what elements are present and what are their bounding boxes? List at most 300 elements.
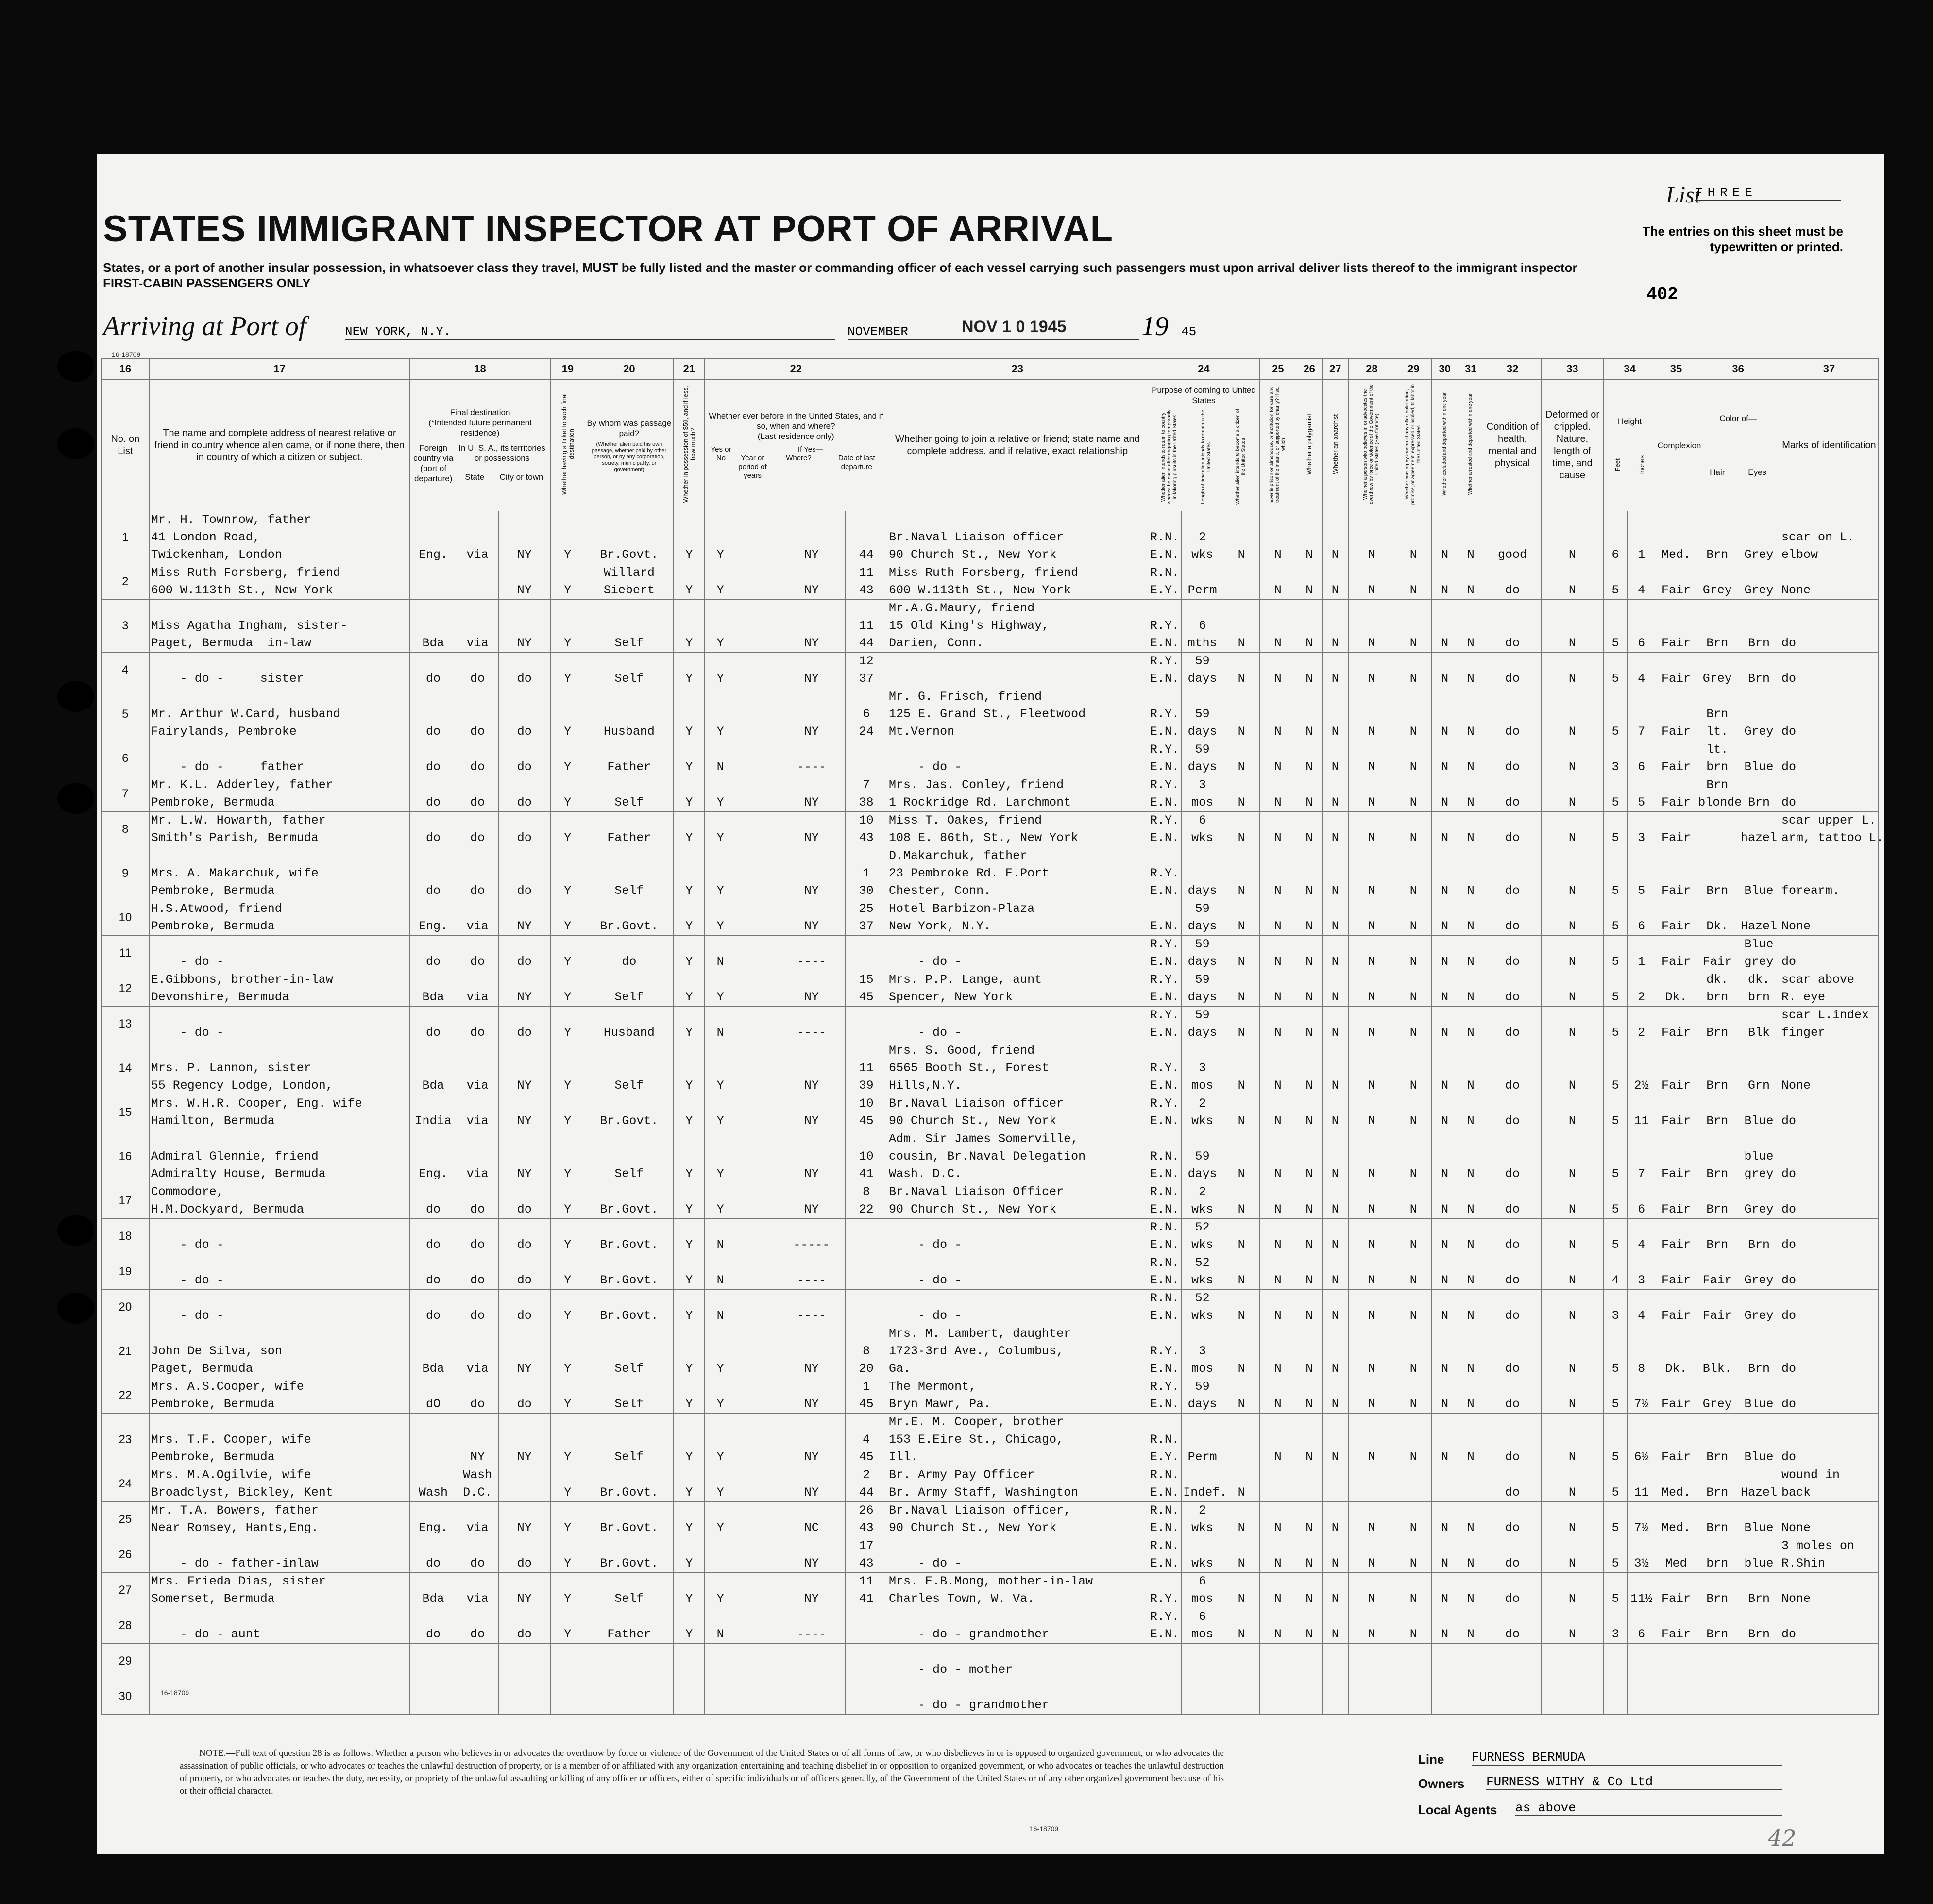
cell-state: via bbox=[457, 511, 498, 564]
cell-state: do bbox=[457, 812, 498, 847]
cell-marks: do bbox=[1780, 1290, 1878, 1325]
cell-q30: N bbox=[1432, 1573, 1458, 1608]
cell-complexion: Fair bbox=[1656, 1042, 1696, 1095]
cell-ticket: Y bbox=[550, 1290, 585, 1325]
cell-money: Y bbox=[674, 653, 705, 688]
cell-where: ----- bbox=[778, 1219, 845, 1254]
cell-q31: N bbox=[1458, 1219, 1484, 1254]
purpose-b-label: Length of time alien intends to remain in the United States bbox=[1201, 410, 1212, 505]
cell-p3 bbox=[1223, 564, 1260, 600]
table-row bbox=[102, 1007, 1879, 1042]
cell-p1: R.N. E.N. bbox=[1148, 1537, 1182, 1573]
cell-feet: 5 bbox=[1604, 900, 1627, 936]
passage-label: By whom was passage paid? bbox=[587, 418, 672, 438]
cell-deformed: N bbox=[1541, 1414, 1604, 1466]
cell-q27: N bbox=[1322, 1183, 1348, 1219]
cell-q31 bbox=[1458, 1466, 1484, 1502]
col-num: 31 bbox=[1458, 359, 1484, 380]
cell-q28: N bbox=[1348, 1502, 1395, 1537]
cell-q26: N bbox=[1296, 900, 1323, 936]
cell-relative bbox=[149, 1679, 409, 1715]
cell-marks: 3 moles on R.Shin bbox=[1780, 1537, 1878, 1573]
cell-years bbox=[736, 1502, 778, 1537]
cell-dep: 8 20 bbox=[846, 1325, 887, 1378]
cell-eyes: Blue grey bbox=[1738, 936, 1780, 971]
cell-ticket: Y bbox=[550, 1042, 585, 1095]
table-row bbox=[102, 1644, 1879, 1679]
cell-q30: N bbox=[1432, 812, 1458, 847]
cell-marks: None bbox=[1780, 1042, 1878, 1095]
cell-feet: 5 bbox=[1604, 1537, 1627, 1573]
cell-health: do bbox=[1484, 1130, 1541, 1183]
cell-no: 1 bbox=[102, 511, 150, 564]
cell-where: NY bbox=[778, 900, 845, 936]
cell-health: do bbox=[1484, 812, 1541, 847]
cell-health: do bbox=[1484, 1414, 1541, 1466]
cell-foreign: do bbox=[410, 936, 457, 971]
cell-p3: N bbox=[1223, 812, 1260, 847]
cell-q26: N bbox=[1296, 1219, 1323, 1254]
cell-money: Y bbox=[674, 1130, 705, 1183]
cell-p2: 59 days bbox=[1182, 653, 1223, 688]
cell-q25: N bbox=[1260, 1042, 1296, 1095]
cell-q30: N bbox=[1432, 1608, 1458, 1644]
cell-q31: N bbox=[1458, 847, 1484, 900]
cell-complexion: Fair bbox=[1656, 1130, 1696, 1183]
cell-p1: R.N. E.N. bbox=[1148, 1183, 1182, 1219]
cell-complexion: Fair bbox=[1656, 936, 1696, 971]
cell-relative: - do - bbox=[149, 1007, 409, 1042]
cell-q29: N bbox=[1395, 511, 1432, 564]
cell-q29: N bbox=[1395, 1537, 1432, 1573]
cell-years bbox=[736, 1679, 778, 1715]
cell-city: do bbox=[498, 688, 550, 741]
cell-hair: Brn bbox=[1696, 1608, 1738, 1644]
cell-ticket: Y bbox=[550, 900, 585, 936]
cell-p2: 59 days bbox=[1182, 1007, 1223, 1042]
cell-health bbox=[1484, 1679, 1541, 1715]
cell-inches: 4 bbox=[1627, 653, 1656, 688]
cell-p3: N bbox=[1223, 688, 1260, 741]
cell-complexion: Fair bbox=[1656, 1183, 1696, 1219]
cell-dep bbox=[846, 936, 887, 971]
cell-q26: N bbox=[1296, 741, 1323, 776]
cell-complexion: Med bbox=[1656, 1537, 1696, 1573]
cell-q30: N bbox=[1432, 1130, 1458, 1183]
cell-foreign: do bbox=[410, 1608, 457, 1644]
cell-q26: N bbox=[1296, 600, 1323, 653]
cell-inches: 3 bbox=[1627, 812, 1656, 847]
cell-inches: 1 bbox=[1627, 936, 1656, 971]
cell-no: 21 bbox=[102, 1325, 150, 1378]
cell-join: - do - bbox=[887, 1290, 1148, 1325]
cell-yn: N bbox=[705, 1007, 736, 1042]
cell-relative: - do - father bbox=[149, 741, 409, 776]
cell-ticket: Y bbox=[550, 1414, 585, 1466]
cell-no: 14 bbox=[102, 1042, 150, 1095]
cell-deformed: N bbox=[1541, 1042, 1604, 1095]
cell-marks: None bbox=[1780, 1502, 1878, 1537]
cell-feet: 5 bbox=[1604, 564, 1627, 600]
cell-dep: 10 41 bbox=[846, 1130, 887, 1183]
table-row bbox=[102, 1219, 1879, 1254]
cell-q27: N bbox=[1322, 1254, 1348, 1290]
cell-health: do bbox=[1484, 1007, 1541, 1042]
cell-dep: 1 30 bbox=[846, 847, 887, 900]
cell-city: do bbox=[498, 1254, 550, 1290]
cell-q28: N bbox=[1348, 1254, 1395, 1290]
table-row bbox=[102, 1466, 1879, 1502]
cell-p3: N bbox=[1223, 741, 1260, 776]
cell-p1: R.Y. E.N. bbox=[1148, 971, 1182, 1007]
col-num: 28 bbox=[1348, 359, 1395, 380]
cell-q26: N bbox=[1296, 1042, 1323, 1095]
cell-no: 22 bbox=[102, 1378, 150, 1414]
cell-eyes: Grn bbox=[1738, 1042, 1780, 1095]
cell-health: do bbox=[1484, 1466, 1541, 1502]
cell-feet: 5 bbox=[1604, 1466, 1627, 1502]
cell-foreign: do bbox=[410, 776, 457, 812]
page-title: STATES IMMIGRANT INSPECTOR AT PORT OF ARRIVAL bbox=[103, 208, 1114, 250]
cell-inches: 7 bbox=[1627, 1130, 1656, 1183]
cell-q25: N bbox=[1260, 936, 1296, 971]
cell-p1: R.Y. bbox=[1148, 1573, 1182, 1608]
cell-no: 19 bbox=[102, 1254, 150, 1290]
cell-complexion: Fair bbox=[1656, 1290, 1696, 1325]
cell-p3: N bbox=[1223, 1378, 1260, 1414]
cell-paid: Br.Govt. bbox=[585, 511, 673, 564]
cell-q26: N bbox=[1296, 511, 1323, 564]
cell-where: NY bbox=[778, 971, 845, 1007]
arrival-year: 45 bbox=[1181, 324, 1197, 339]
cell-p3: N bbox=[1223, 1573, 1260, 1608]
col-num: 20 bbox=[585, 359, 673, 380]
cell-q29: N bbox=[1395, 1608, 1432, 1644]
cell-p1: R.Y. E.N. bbox=[1148, 1042, 1182, 1095]
cell-q27: N bbox=[1322, 1573, 1348, 1608]
cell-years bbox=[736, 1466, 778, 1502]
cell-p3: N bbox=[1223, 900, 1260, 936]
cell-dep bbox=[846, 1608, 887, 1644]
cell-state: do bbox=[457, 1007, 498, 1042]
cell-eyes: hazel bbox=[1738, 812, 1780, 847]
cell-yn: N bbox=[705, 936, 736, 971]
cell-marks: do bbox=[1780, 653, 1878, 688]
cell-marks: do bbox=[1780, 1183, 1878, 1219]
cell-years bbox=[736, 847, 778, 900]
cell-complexion: Fair bbox=[1656, 812, 1696, 847]
cell-q25: N bbox=[1260, 1290, 1296, 1325]
cell-eyes bbox=[1738, 1679, 1780, 1715]
cell-p2: 59 days bbox=[1182, 688, 1223, 741]
cell-inches: 11 bbox=[1627, 1466, 1656, 1502]
cell-eyes: Grey bbox=[1738, 688, 1780, 741]
cell-feet: 5 bbox=[1604, 1095, 1627, 1130]
cell-q28: N bbox=[1348, 1290, 1395, 1325]
cell-relative: - do - aunt bbox=[149, 1608, 409, 1644]
cell-state: via bbox=[457, 600, 498, 653]
table-row bbox=[102, 900, 1879, 936]
cell-q30: N bbox=[1432, 1183, 1458, 1219]
cell-city: NY bbox=[498, 564, 550, 600]
table-row bbox=[102, 600, 1879, 653]
cell-q28: N bbox=[1348, 1537, 1395, 1573]
punch-hole bbox=[57, 1215, 94, 1246]
cell-q31: N bbox=[1458, 1608, 1484, 1644]
cell-years bbox=[736, 1644, 778, 1679]
cell-eyes: Brn bbox=[1738, 653, 1780, 688]
cell-relative: Mrs. Frieda Dias, sister Somerset, Bermuda bbox=[149, 1573, 409, 1608]
cell-paid: Father bbox=[585, 812, 673, 847]
cell-p2: 59 days bbox=[1182, 900, 1223, 936]
cell-q29: N bbox=[1395, 936, 1432, 971]
cell-foreign: do bbox=[410, 653, 457, 688]
cell-ticket: Y bbox=[550, 600, 585, 653]
cell-no: 27 bbox=[102, 1573, 150, 1608]
cell-marks: None bbox=[1780, 1573, 1878, 1608]
cell-eyes: Blue bbox=[1738, 741, 1780, 776]
cell-join: - do - bbox=[887, 741, 1148, 776]
cell-p2: 59 days bbox=[1182, 936, 1223, 971]
cell-eyes: Blue bbox=[1738, 1378, 1780, 1414]
footnote-form-number: 16-18709 bbox=[1030, 1825, 1059, 1833]
arrival-port: NEW YORK, N.Y. bbox=[345, 324, 835, 340]
cell-health: do bbox=[1484, 1219, 1541, 1254]
cell-yn: N bbox=[705, 1254, 736, 1290]
cell-p2: 2 wks bbox=[1182, 1183, 1223, 1219]
cell-join: Mrs. P.P. Lange, aunt Spencer, New York bbox=[887, 971, 1148, 1007]
cell-deformed: N bbox=[1541, 971, 1604, 1007]
year-period-label: Year or period of years bbox=[738, 454, 767, 480]
cell-q31: N bbox=[1458, 936, 1484, 971]
final-destination-label: Final destination bbox=[450, 407, 510, 417]
cell-city: do bbox=[498, 847, 550, 900]
cell-no: 15 bbox=[102, 1095, 150, 1130]
table-row bbox=[102, 936, 1879, 971]
cell-q25: N bbox=[1260, 1325, 1296, 1378]
cell-p3: N bbox=[1223, 1130, 1260, 1183]
cell-q27: N bbox=[1322, 812, 1348, 847]
cell-marks: None bbox=[1780, 564, 1878, 600]
cell-q30: N bbox=[1432, 1414, 1458, 1466]
cell-no: 29 bbox=[102, 1644, 150, 1679]
cell-p1: R.Y. E.N. bbox=[1148, 847, 1182, 900]
cell-q27: N bbox=[1322, 971, 1348, 1007]
cell-years bbox=[736, 688, 778, 741]
cell-relative: Mrs. W.H.R. Cooper, Eng. wife Hamilton, Bermuda bbox=[149, 1095, 409, 1130]
cell-state: do bbox=[457, 936, 498, 971]
cell-hair: Brn lt. bbox=[1696, 688, 1738, 741]
cell-foreign: Bda bbox=[410, 1573, 457, 1608]
cell-ticket: Y bbox=[550, 741, 585, 776]
cell-q27: N bbox=[1322, 688, 1348, 741]
cell-paid: do bbox=[585, 936, 673, 971]
cell-dep: 10 43 bbox=[846, 812, 887, 847]
cell-q26: N bbox=[1296, 1537, 1323, 1573]
cell-no: 4 bbox=[102, 653, 150, 688]
cell-inches: 2 bbox=[1627, 971, 1656, 1007]
header-final-destination bbox=[410, 380, 551, 511]
cell-p2: 3 mos bbox=[1182, 1042, 1223, 1095]
cell-q28: N bbox=[1348, 511, 1395, 564]
cell-no: 6 bbox=[102, 741, 150, 776]
cell-years bbox=[736, 1414, 778, 1466]
cell-q28: N bbox=[1348, 1608, 1395, 1644]
punch-hole bbox=[57, 783, 94, 814]
table-row bbox=[102, 1095, 1879, 1130]
cell-foreign: Wash bbox=[410, 1466, 457, 1502]
cell-paid: Self bbox=[585, 1325, 673, 1378]
cell-ticket: Y bbox=[550, 1095, 585, 1130]
cell-deformed bbox=[1541, 1679, 1604, 1715]
line-label: Line bbox=[1418, 1752, 1444, 1767]
cell-hair: Brn bbox=[1696, 1042, 1738, 1095]
cell-paid: Self bbox=[585, 847, 673, 900]
cell-hair: dk. brn bbox=[1696, 971, 1738, 1007]
cell-foreign bbox=[410, 564, 457, 600]
cell-deformed: N bbox=[1541, 1290, 1604, 1325]
cell-q29: N bbox=[1395, 1378, 1432, 1414]
cell-q25: N bbox=[1260, 1095, 1296, 1130]
cell-deformed: N bbox=[1541, 511, 1604, 564]
cell-q30: N bbox=[1432, 971, 1458, 1007]
cell-feet: 5 bbox=[1604, 1219, 1627, 1254]
header-height bbox=[1604, 380, 1656, 511]
cell-p2: wks bbox=[1182, 1537, 1223, 1573]
header-anarchist bbox=[1322, 380, 1348, 511]
date-departure-label: Date of last departure bbox=[838, 454, 875, 471]
cell-p1 bbox=[1148, 1679, 1182, 1715]
pencil-mark: 42 bbox=[1768, 1825, 1797, 1851]
cell-foreign: do bbox=[410, 1183, 457, 1219]
cell-q27: N bbox=[1322, 600, 1348, 653]
cell-q25: N bbox=[1260, 1183, 1296, 1219]
cell-deformed: N bbox=[1541, 1254, 1604, 1290]
cell-eyes: Grey bbox=[1738, 564, 1780, 600]
cell-q31: N bbox=[1458, 1414, 1484, 1466]
cell-yn: Y bbox=[705, 1095, 736, 1130]
cell-eyes: Blue bbox=[1738, 847, 1780, 900]
cell-p3: N bbox=[1223, 936, 1260, 971]
manifest-sheet bbox=[97, 154, 1884, 1854]
header-passage-paid bbox=[585, 380, 673, 511]
cell-q27: N bbox=[1322, 900, 1348, 936]
cell-city: do bbox=[498, 741, 550, 776]
cell-q28: N bbox=[1348, 1378, 1395, 1414]
cell-q27: N bbox=[1322, 776, 1348, 812]
cell-join: Hotel Barbizon-Plaza New York, N.Y. bbox=[887, 900, 1148, 936]
cell-no: 8 bbox=[102, 812, 150, 847]
cell-years bbox=[736, 900, 778, 936]
cell-p2: 52 wks bbox=[1182, 1219, 1223, 1254]
cell-money bbox=[674, 1644, 705, 1679]
cell-state: do bbox=[457, 1537, 498, 1573]
cell-paid: Br.Govt. bbox=[585, 1183, 673, 1219]
cell-complexion: Dk. bbox=[1656, 1325, 1696, 1378]
cell-health: do bbox=[1484, 1378, 1541, 1414]
cell-deformed: N bbox=[1541, 936, 1604, 971]
cell-yn: Y bbox=[705, 1414, 736, 1466]
cell-deformed: N bbox=[1541, 847, 1604, 900]
cell-p1 bbox=[1148, 1644, 1182, 1679]
cell-q25: N bbox=[1260, 741, 1296, 776]
cell-no: 12 bbox=[102, 971, 150, 1007]
cell-deformed: N bbox=[1541, 1007, 1604, 1042]
cell-marks: do bbox=[1780, 1130, 1878, 1183]
cell-relative: Mrs. P. Lannon, sister 55 Regency Lodge, London, bbox=[149, 1042, 409, 1095]
cell-ticket: Y bbox=[550, 564, 585, 600]
cell-marks: do bbox=[1780, 776, 1878, 812]
cell-money: Y bbox=[674, 688, 705, 741]
cell-complexion: Fair bbox=[1656, 1378, 1696, 1414]
cell-q28: N bbox=[1348, 971, 1395, 1007]
cell-ticket: Y bbox=[550, 1219, 585, 1254]
cell-years bbox=[736, 1573, 778, 1608]
cell-inches: 6 bbox=[1627, 600, 1656, 653]
cell-yn: N bbox=[705, 1219, 736, 1254]
cell-deformed: N bbox=[1541, 1325, 1604, 1378]
cell-ticket: Y bbox=[550, 776, 585, 812]
cell-hair: Fair bbox=[1696, 1254, 1738, 1290]
header-color bbox=[1696, 380, 1780, 511]
cell-q30: N bbox=[1432, 936, 1458, 971]
cell-marks: do bbox=[1780, 688, 1878, 741]
cell-city: NY bbox=[498, 971, 550, 1007]
cell-relative: Mrs. T.F. Cooper, wife Pembroke, Bermuda bbox=[149, 1414, 409, 1466]
cell-paid: Self bbox=[585, 1378, 673, 1414]
cell-ticket: Y bbox=[550, 971, 585, 1007]
col-num: 29 bbox=[1395, 359, 1432, 380]
cell-no: 17 bbox=[102, 1183, 150, 1219]
cell-deformed: N bbox=[1541, 1378, 1604, 1414]
cell-q31: N bbox=[1458, 1095, 1484, 1130]
cell-state: via bbox=[457, 1573, 498, 1608]
cell-q26: N bbox=[1296, 1502, 1323, 1537]
cell-city: NY bbox=[498, 1502, 550, 1537]
cell-hair: Brn bbox=[1696, 511, 1738, 564]
cell-hair: Fair bbox=[1696, 936, 1738, 971]
cell-complexion: Fair bbox=[1656, 1254, 1696, 1290]
cell-complexion: Fair bbox=[1656, 600, 1696, 653]
cell-state: do bbox=[457, 1608, 498, 1644]
cell-money: Y bbox=[674, 1466, 705, 1502]
cell-marks: forearm. bbox=[1780, 847, 1878, 900]
purpose-label: Purpose of coming to United States bbox=[1152, 386, 1256, 405]
cell-p1: R.Y. E.N. bbox=[1148, 1095, 1182, 1130]
cell-money: Y bbox=[674, 1254, 705, 1290]
table-row bbox=[102, 1130, 1879, 1183]
cell-join: - do - bbox=[887, 1007, 1148, 1042]
cell-complexion: Fair bbox=[1656, 564, 1696, 600]
cell-hair: Dk. bbox=[1696, 900, 1738, 936]
cell-p3: N bbox=[1223, 1219, 1260, 1254]
cell-where: NY bbox=[778, 1537, 845, 1573]
cell-p2: 59 days bbox=[1182, 971, 1223, 1007]
cell-q30: N bbox=[1432, 564, 1458, 600]
table-row bbox=[102, 1254, 1879, 1290]
cell-relative: - do - bbox=[149, 1254, 409, 1290]
cell-years bbox=[736, 653, 778, 688]
q30-label: Whether excluded and deported within one year bbox=[1441, 392, 1447, 496]
cell-q29: N bbox=[1395, 600, 1432, 653]
col-num: 17 bbox=[149, 359, 409, 380]
cell-where: NY bbox=[778, 688, 845, 741]
in-usa-label: In U. S. A., its territories or possessions bbox=[458, 443, 545, 463]
cell-p1: R.N. E.N. bbox=[1148, 1219, 1182, 1254]
cell-health: do bbox=[1484, 600, 1541, 653]
cell-money: Y bbox=[674, 564, 705, 600]
cell-p3: N bbox=[1223, 1502, 1260, 1537]
